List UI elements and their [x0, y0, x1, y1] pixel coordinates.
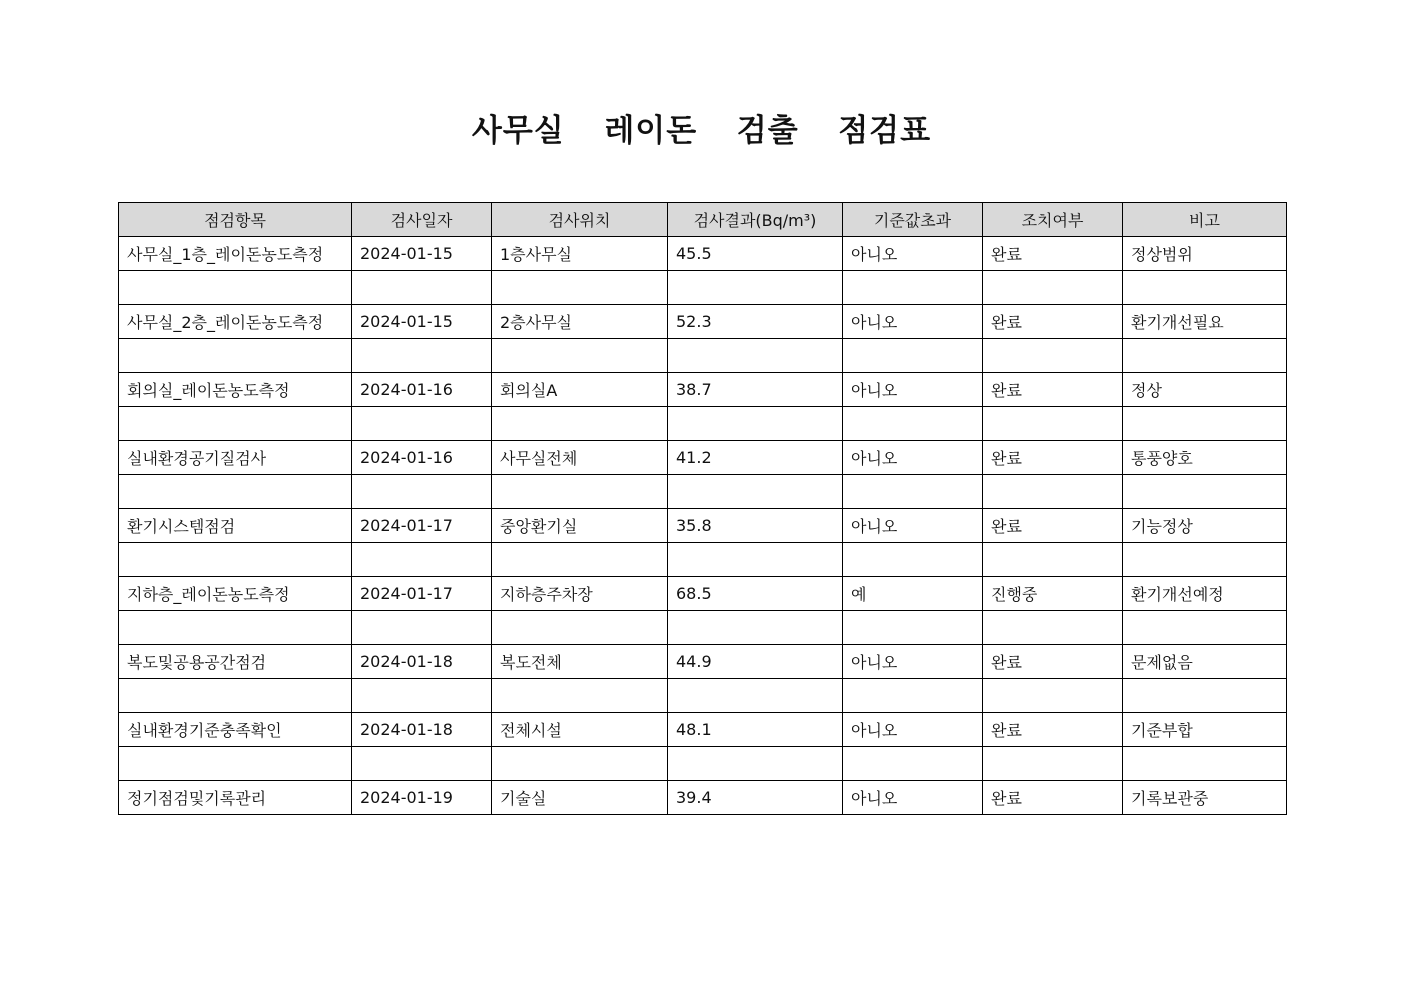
- cell-exceeded: [843, 339, 983, 373]
- table-body: [119, 237, 1287, 815]
- cell-exceeded: [843, 271, 983, 305]
- cell-date: [352, 611, 492, 645]
- table-row-blank: [119, 543, 1287, 577]
- cell-exceeded: [843, 543, 983, 577]
- cell-action: [983, 475, 1123, 509]
- cell-action: [983, 339, 1123, 373]
- cell-item: 사무실_2층_레이돈농도측정: [119, 305, 352, 339]
- cell-remarks: [1123, 475, 1287, 509]
- cell-remarks: 환기개선필요: [1123, 305, 1287, 339]
- cell-exceeded: 아니오: [843, 713, 983, 747]
- cell-item: 환기시스템점검: [119, 509, 352, 543]
- cell-date: 2024-01-16: [352, 373, 492, 407]
- cell-remarks: 기능정상: [1123, 509, 1287, 543]
- cell-action: 완료: [983, 781, 1123, 815]
- cell-remarks: 통풍양호: [1123, 441, 1287, 475]
- cell-item: [119, 339, 352, 373]
- cell-date: 2024-01-17: [352, 577, 492, 611]
- cell-action: 완료: [983, 509, 1123, 543]
- cell-remarks: 기준부합: [1123, 713, 1287, 747]
- cell-remarks: [1123, 747, 1287, 781]
- cell-date: 2024-01-18: [352, 645, 492, 679]
- column-header-date: 검사일자: [352, 203, 492, 237]
- table-row-blank: [119, 339, 1287, 373]
- cell-exceeded: [843, 611, 983, 645]
- cell-location: 중앙환기실: [492, 509, 668, 543]
- cell-date: [352, 271, 492, 305]
- column-header-location: 검사위치: [492, 203, 668, 237]
- cell-location: 전체시설: [492, 713, 668, 747]
- cell-exceeded: 예: [843, 577, 983, 611]
- cell-location: [492, 679, 668, 713]
- cell-result: [668, 543, 843, 577]
- cell-remarks: 기록보관중: [1123, 781, 1287, 815]
- cell-date: [352, 475, 492, 509]
- cell-date: 2024-01-18: [352, 713, 492, 747]
- cell-location: [492, 611, 668, 645]
- cell-item: 실내환경공기질검사: [119, 441, 352, 475]
- table-row-blank: [119, 747, 1287, 781]
- table-row: [119, 645, 1287, 679]
- cell-date: [352, 543, 492, 577]
- table-row: [119, 373, 1287, 407]
- cell-action: 완료: [983, 441, 1123, 475]
- cell-result: [668, 611, 843, 645]
- cell-remarks: 정상: [1123, 373, 1287, 407]
- cell-location: [492, 407, 668, 441]
- cell-item: 사무실_1층_레이돈농도측정: [119, 237, 352, 271]
- cell-remarks: [1123, 611, 1287, 645]
- cell-date: 2024-01-19: [352, 781, 492, 815]
- table-row-blank: [119, 475, 1287, 509]
- column-header-exceeded: 기준값초과: [843, 203, 983, 237]
- cell-location: [492, 339, 668, 373]
- cell-exceeded: [843, 407, 983, 441]
- cell-exceeded: [843, 747, 983, 781]
- cell-date: [352, 407, 492, 441]
- column-header-action: 조치여부: [983, 203, 1123, 237]
- cell-location: 1층사무실: [492, 237, 668, 271]
- table-row: [119, 305, 1287, 339]
- cell-exceeded: 아니오: [843, 781, 983, 815]
- cell-exceeded: 아니오: [843, 645, 983, 679]
- column-header-remarks: 비고: [1123, 203, 1287, 237]
- cell-item: [119, 475, 352, 509]
- cell-result: 44.9: [668, 645, 843, 679]
- cell-result: [668, 475, 843, 509]
- table-row-blank: [119, 271, 1287, 305]
- cell-remarks: [1123, 543, 1287, 577]
- cell-action: [983, 679, 1123, 713]
- cell-action: 완료: [983, 373, 1123, 407]
- cell-result: [668, 747, 843, 781]
- cell-location: 2층사무실: [492, 305, 668, 339]
- cell-action: [983, 271, 1123, 305]
- cell-date: 2024-01-15: [352, 237, 492, 271]
- table-header-row: [119, 203, 1287, 237]
- cell-location: 복도전체: [492, 645, 668, 679]
- cell-result: 38.7: [668, 373, 843, 407]
- cell-location: [492, 747, 668, 781]
- cell-location: 회의실A: [492, 373, 668, 407]
- cell-item: [119, 611, 352, 645]
- cell-result: [668, 679, 843, 713]
- cell-location: 지하층주차장: [492, 577, 668, 611]
- cell-result: 48.1: [668, 713, 843, 747]
- cell-item: [119, 543, 352, 577]
- cell-action: [983, 747, 1123, 781]
- cell-action: 완료: [983, 645, 1123, 679]
- cell-item: 정기점검및기록관리: [119, 781, 352, 815]
- cell-remarks: [1123, 679, 1287, 713]
- cell-item: [119, 407, 352, 441]
- cell-remarks: [1123, 407, 1287, 441]
- cell-action: 진행중: [983, 577, 1123, 611]
- cell-date: [352, 679, 492, 713]
- cell-result: 52.3: [668, 305, 843, 339]
- cell-exceeded: 아니오: [843, 441, 983, 475]
- cell-remarks: [1123, 339, 1287, 373]
- cell-result: [668, 407, 843, 441]
- cell-location: [492, 475, 668, 509]
- cell-result: 45.5: [668, 237, 843, 271]
- table-row: [119, 577, 1287, 611]
- cell-date: 2024-01-17: [352, 509, 492, 543]
- cell-remarks: 정상범위: [1123, 237, 1287, 271]
- cell-action: [983, 611, 1123, 645]
- column-header-result: 검사결과(Bq/m³): [668, 203, 843, 237]
- cell-action: 완료: [983, 237, 1123, 271]
- table-row: [119, 441, 1287, 475]
- cell-result: 39.4: [668, 781, 843, 815]
- cell-exceeded: 아니오: [843, 509, 983, 543]
- cell-remarks: 환기개선예정: [1123, 577, 1287, 611]
- cell-result: 68.5: [668, 577, 843, 611]
- cell-item: 회의실_레이돈농도측정: [119, 373, 352, 407]
- table-row-blank: [119, 679, 1287, 713]
- table-row-blank: [119, 611, 1287, 645]
- cell-location: [492, 543, 668, 577]
- cell-exceeded: 아니오: [843, 305, 983, 339]
- page-title: 사무실 레이돈 검출 점검표: [471, 113, 932, 149]
- cell-action: [983, 543, 1123, 577]
- cell-date: [352, 747, 492, 781]
- table-row: [119, 781, 1287, 815]
- table-row: [119, 509, 1287, 543]
- cell-exceeded: [843, 475, 983, 509]
- cell-action: 완료: [983, 713, 1123, 747]
- cell-remarks: 문제없음: [1123, 645, 1287, 679]
- cell-date: 2024-01-15: [352, 305, 492, 339]
- table-row-blank: [119, 407, 1287, 441]
- inspection-table: [118, 202, 1287, 815]
- column-header-item: 점검항목: [119, 203, 352, 237]
- cell-remarks: [1123, 271, 1287, 305]
- cell-date: [352, 339, 492, 373]
- cell-item: [119, 747, 352, 781]
- cell-item: 지하층_레이돈농도측정: [119, 577, 352, 611]
- cell-item: 복도및공용공간점검: [119, 645, 352, 679]
- cell-item: 실내환경기준충족확인: [119, 713, 352, 747]
- cell-action: 완료: [983, 305, 1123, 339]
- cell-item: [119, 271, 352, 305]
- table-row: [119, 713, 1287, 747]
- cell-result: [668, 271, 843, 305]
- cell-location: [492, 271, 668, 305]
- cell-result: 41.2: [668, 441, 843, 475]
- cell-action: [983, 407, 1123, 441]
- cell-exceeded: 아니오: [843, 237, 983, 271]
- cell-item: [119, 679, 352, 713]
- cell-exceeded: 아니오: [843, 373, 983, 407]
- cell-exceeded: [843, 679, 983, 713]
- cell-result: [668, 339, 843, 373]
- cell-result: 35.8: [668, 509, 843, 543]
- cell-location: 기술실: [492, 781, 668, 815]
- cell-location: 사무실전체: [492, 441, 668, 475]
- table-row: [119, 237, 1287, 271]
- cell-date: 2024-01-16: [352, 441, 492, 475]
